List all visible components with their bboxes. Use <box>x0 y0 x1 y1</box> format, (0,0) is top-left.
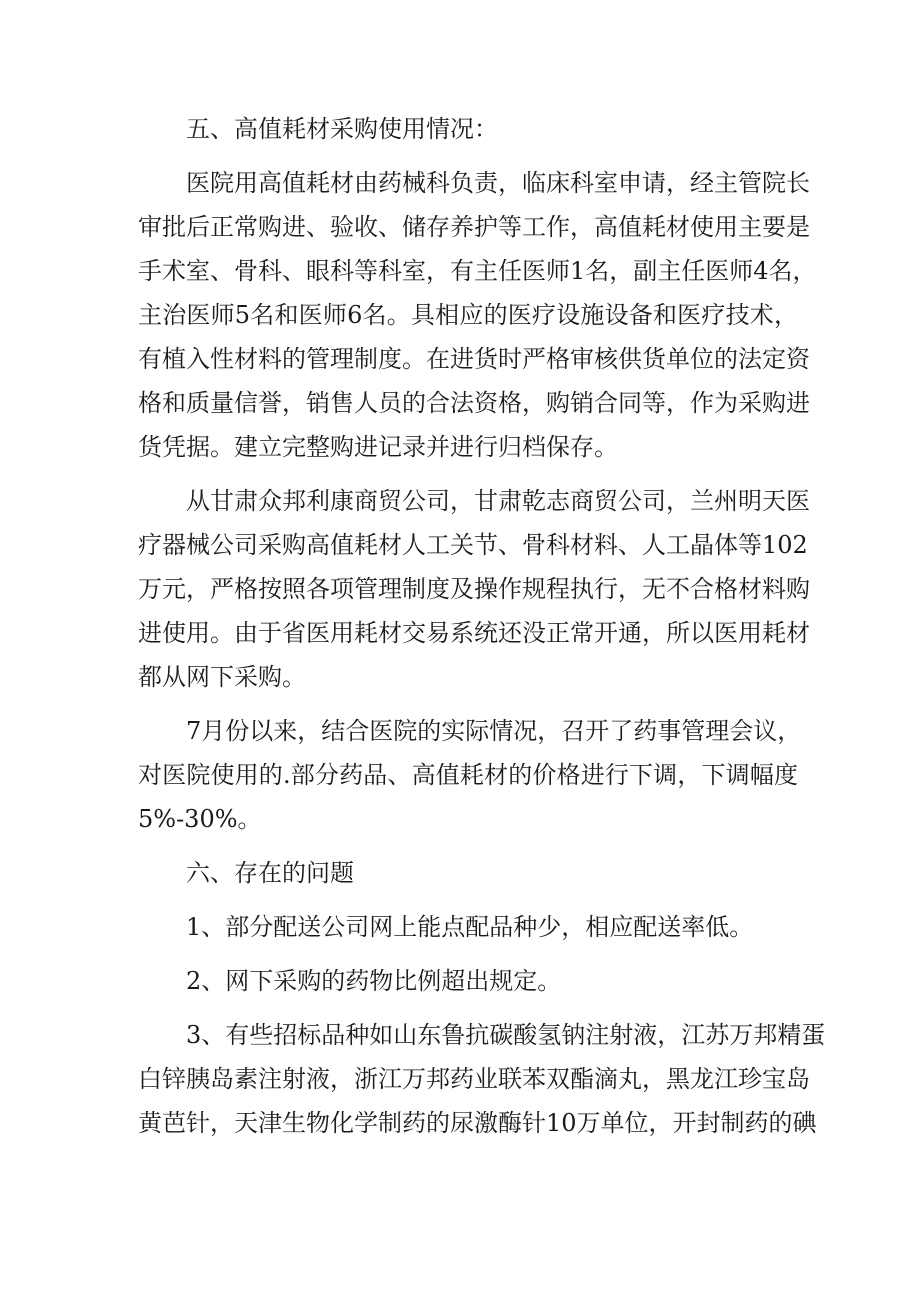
text-line: 疗器械公司采购高值耗材人工关节、骨科材料、人工晶体等102 <box>138 531 808 559</box>
text-line: 5%-30%。 <box>138 805 262 833</box>
text-line: 手术室、骨科、眼科等科室，有主任医师1名，副主任医师4名， <box>138 257 817 285</box>
text-line: 7月份以来，结合医院的实际情况，召开了药事管理会议， <box>186 717 802 745</box>
text-line: 从甘肃众邦利康商贸公司，甘肃乾志商贸公司，兰州明天医 <box>186 487 810 515</box>
section-6-heading: 六、存在的问题 <box>186 859 354 887</box>
text-line: 万元，严格按照各项管理制度及操作规程执行，无不合格材料购 <box>138 575 810 603</box>
text-line: 3、有些招标品种如山东鲁抗碳酸氢钠注射液，江苏万邦精蛋 <box>186 1021 826 1049</box>
text-line: 都从网下采购。 <box>138 663 306 691</box>
text-line: 审批后正常购进、验收、储存养护等工作，高值耗材使用主要是 <box>138 213 810 241</box>
text-line: 货凭据。建立完整购进记录并进行归档保存。 <box>138 433 618 461</box>
issue-item-1: 1、部分配送公司网上能点配品种少，相应配送率低。 <box>186 913 754 941</box>
section-5-paragraph-1 <box>138 161 817 469</box>
section-5-paragraph-3 <box>138 709 802 841</box>
text-line: 格和质量信誉，销售人员的合法资格，购销合同等，作为采购进 <box>138 389 810 417</box>
section-5-paragraph-2 <box>138 479 810 699</box>
issue-item-2: 2、网下采购的药物比例超出规定。 <box>186 967 562 995</box>
text-line: 有植入性材料的管理制度。在进货时严格审核供货单位的法定资 <box>138 345 810 373</box>
text-line: 医院用高值耗材由药械科负责，临床科室申请，经主管院长 <box>186 169 810 197</box>
issue-item-3 <box>138 1013 826 1145</box>
text-line: 白锌胰岛素注射液，浙江万邦药业联苯双酯滴丸，黑龙江珍宝岛 <box>138 1065 810 1093</box>
text-line: 进使用。由于省医用耗材交易系统还没正常开通，所以医用耗材 <box>138 619 810 647</box>
text-line: 主治医师5名和医师6名。具相应的医疗设施设备和医疗技术， <box>138 301 798 329</box>
text-line: 对医院使用的.部分药品、高值耗材的价格进行下调，下调幅度 <box>138 761 798 789</box>
section-5-heading: 五、高值耗材采购使用情况： <box>186 115 498 143</box>
document-body <box>138 107 826 1155</box>
text-line: 黄芭针，天津生物化学制药的尿激酶针10万单位，开封制药的碘 <box>138 1109 817 1137</box>
